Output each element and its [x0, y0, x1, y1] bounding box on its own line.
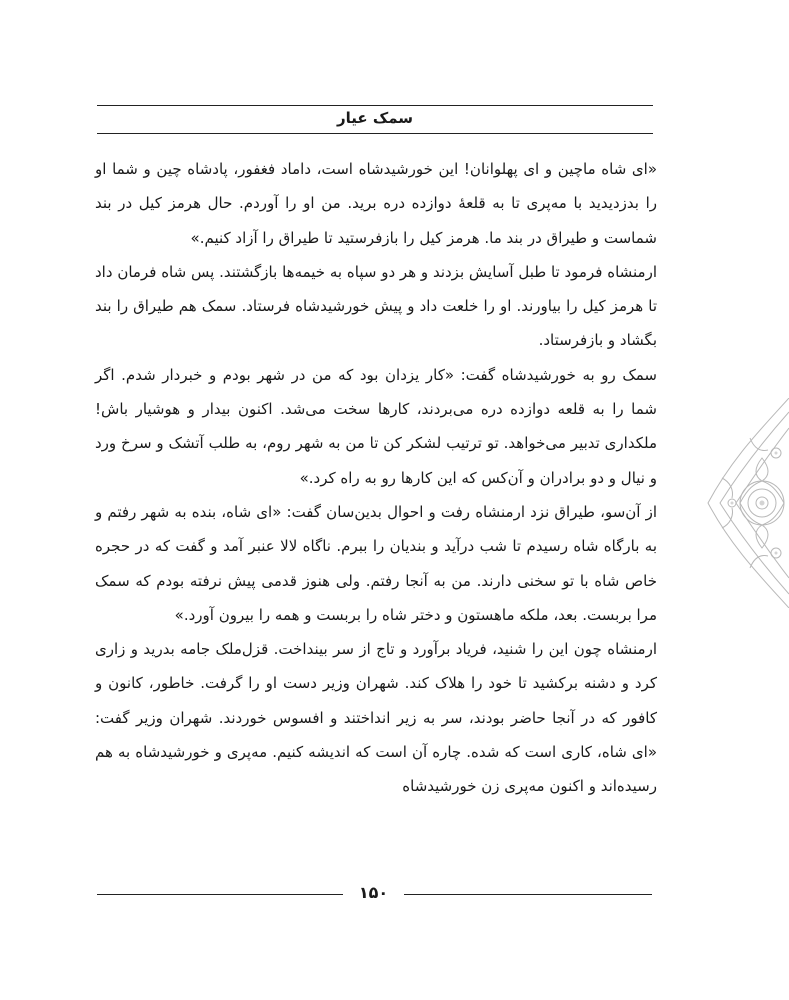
paragraph: سمک رو به خورشیدشاه گفت: «کار یزدان بود که من در شهر بودم و خبردار شدم. اگر شما را به قلعه دوازده دره می‌بردند، کارها سخت می‌شد. اکنون بیدار و هوشیار باش! ملکداری تدبیر می‌خواهد. تو ترتیب لشکر کن تا من به شهر روم، به طلب آتشک و سرخ ورد و نیال و دو برادران و آن‌کس که این کارها رو به راه کرد.» [95, 365, 657, 487]
paragraph: از آن‌سو، طیراق نزد ارمنشاه رفت و احوال بدین‌سان گفت: «ای شاه، بنده به شهر رفتم و به بارگاه شاه رسیدم تا شب درآید و بندیان را ببرم. ناگاه لالا عنبر آمد و گفت که در حجره خاص شاه با تو سخنی دارند. من به آنجا رفتم. ولی هنوز قدمی پیش نرفته بودم که سمک مرا بربست. بعد، ملکه ماهستون و دختر شاه را بربست و همه را بیرون آورد.» [95, 502, 657, 624]
paragraph: «ای شاه ماچین و ای پهلوانان! این خورشیدشاه است، داماد فغفور، پادشاه چین و شما او را بدزدیدید با مه‌پری تا به قلعهٔ دوازده دره برید. من او را آوردم. حال هرمز کیل در بند شماست و طیراق در بند ما. هرمز کیل را بازفرستید تا طیراق را آزاد کنیم.» [95, 160, 657, 247]
footer-rule-right [404, 894, 652, 895]
footer-rule-left [97, 894, 343, 895]
body-text [95, 152, 657, 804]
running-header-title: سمک عیار [336, 109, 414, 127]
header-top-rule [97, 105, 653, 106]
header-bottom-rule [97, 133, 653, 134]
page-number: ۱۵۰ [358, 883, 389, 902]
paragraph: ارمنشاه فرمود تا طبل آسایش بزدند و هر دو سپاه به خیمه‌ها بازگشتند. پس شاه فرمان داد تا هرمز کیل را بیاورند. او را خلعت داد و پیش خورشیدشاه فرستاد. سمک هم طیراق را بند بگشاد و بازفرستاد. [95, 262, 657, 350]
arabesque-ornament-icon [702, 398, 789, 608]
paragraph: ارمنشاه چون این را شنید، فریاد برآورد و تاج از سر بینداخت. قزل‌ملک جامه بدرید و زاری کرد و دشنه برکشید تا خود را هلاک کند. شهران وزیر دست او را گرفت. خاطور، کانون و کافور که در آنجا حاضر بودند، سر به زیر انداختند و افسوس خوردند. شهران وزیر گفت: «ای شاه، کاری است که شده. چاره آن است که اندیشه کنیم. مه‌پری و خورشیدشاه به هم رسیده‌اند و اکنون مه‌پری زن خورشیدشاه [95, 640, 657, 796]
